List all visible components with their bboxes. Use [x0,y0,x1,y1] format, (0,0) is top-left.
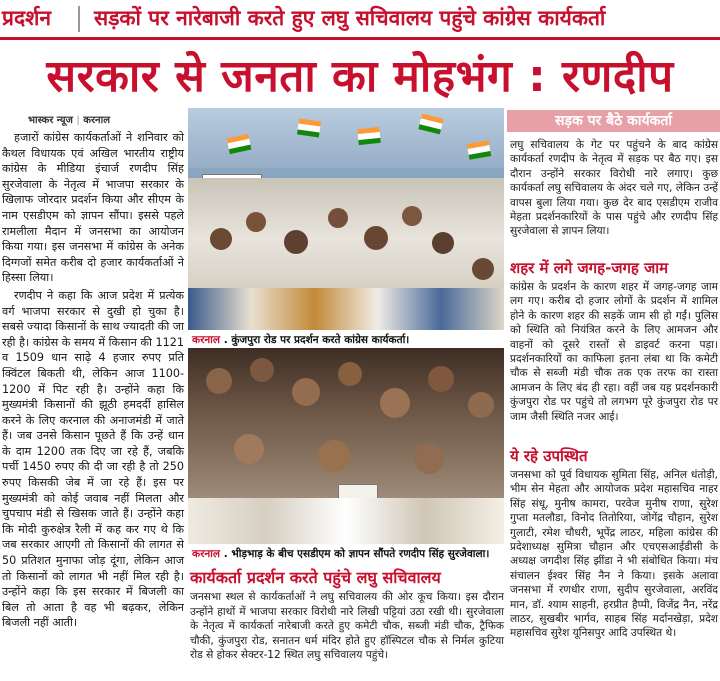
person-head [246,212,266,232]
kicker-divider [78,6,80,32]
byline-separator: | [76,115,80,126]
byline [28,112,110,126]
person-head [364,226,388,250]
person-head [428,366,454,392]
person-head [250,358,274,382]
kicker-line [0,0,720,40]
person-head [292,378,320,406]
sub-story-text: जनसभा स्थल से कार्यकर्ताओं ने लघु सचिवालय की ओर कूच किया। इस दौरान उन्होंने हाथों में भाजपा सरकार विरोधी नारे लिखी पट्टियां उठा रखी थी। सुरजेवाला के नेतृत्व में कार्यकर्ता नारेबाजी करते हुए कमेटी चौक, सब्जी मंडी चौक, ट्रैफिक चौकी, कुंजपुरा रोड, सनातन धर्म मंदिर होते हुए हॉस्पिटल चौक से निर्मल कुटिया रोड से होकर सेक्टर-12 स्थित लघु सचिवालय पहुंचे। [190,591,504,662]
left-article-text [2,130,184,633]
person-head [338,362,362,386]
section-tag: प्रदर्शन [2,6,52,30]
person-head [402,206,422,226]
person-head [468,392,494,418]
byline-city: करनाल [83,115,110,126]
tricolor-flag-icon [297,119,321,138]
kicker-text: सड़कों पर नारेबाजी करते हुए लघु सचिवालय पहुंचे कांग्रेस कार्यकर्ता [94,6,606,30]
crowd-front-row [188,498,504,544]
section-heading-present: ये रहे उपस्थित [510,447,588,465]
sub-story-heading: कार्यकर्ता प्रदर्शन करते पहुंचे लघु सचिवालय [190,568,441,587]
protest-march-photo [188,108,504,330]
byline-source: भास्कर न्यूज [28,115,73,126]
photo1-caption [192,333,409,347]
person-head [206,368,232,394]
right-box-heading: सड़क पर बैठे कार्यकर्ता [507,110,720,132]
caption-text: . भीड़भाड़ के बीच एसडीएम को ज्ञापन सौंपते रणदीप सिंह सुरजेवाला। [223,548,490,560]
person-head [472,258,494,280]
person-head [328,208,348,228]
person-head [318,440,350,472]
right-box-text: लघु सचिवालय के गेट पर पहुंचने के बाद कांग्रेस कार्यकर्ता रणदीप के नेतृत्व में सड़क पर बैठ गए। इस दौरान उन्होंने सरकार विरोधी नारे लगाए। कुछ कार्यकर्ता लघु सचिवालय के अंदर चले गए, लेकिन उन्हें वापस बुला लिया गया। कुछ देर बाद एसडीएम राजीव मेहता प्रदर्शनकारियों के पास पहुंचे और रणदीप सिंह सुरजेवाला से ज्ञापन लिया। [510,139,718,238]
tricolor-flag-icon [357,127,381,145]
person-head [284,230,308,254]
person-head [234,434,264,464]
section-text-present: जनसभा को पूर्व विधायक सुमिता सिंह, अनिल धंतोड़ी, भीम सेन मेहता और आयोजक प्रदेश महासचिव नाहर सिंह संधू, मुनीष कामरा, परवेज मुनीष राणा, सुरेश गुप्ता मतलौडा, विनोद तितोरिया, जोगेंद्र चौहान, सुरेश गुलाटी, रमेश चौधरी, भूपेंद्र लाठर, महिला कांग्रेस की प्रदेशाध्यक्ष सुमित्रा चौहान और एचएसआईडीसी के अध्यक्ष जगदीश सिंह झींडा ने भी संबोधित किया। मंच संचालन ईश्वर सिंह नैन ने किया। इसके अलावा जनसभा में रणधीर राणा, सुदीप सुरजेवाला, अरविंद मान, डॉ. श्याम साहनी, हरप्रीत हैप्पी, विजेंद्र नैन, नरेंद्र लाठर, सुखबीर भार्गव, साहब सिंह मर्दानखेड़ा, प्रदेश महासचिव सुरेश यूनिसपुर आदि उपस्थित थे। [510,469,718,640]
person-head [210,228,232,250]
memorandum-photo [188,348,504,544]
left-column [0,108,186,681]
person-head [380,388,410,418]
article-paragraph: हजारों कांग्रेस कार्यकर्ताओं ने शनिवार को कैथल विधायक एवं अखिल भारतीय राष्ट्रीय कांग्रेस के मीडिया इंचार्ज रणदीप सिंह सुरजेवाला के नेतृत्व में भाजपा सरकार के खिलाफ जोरदार प्रदर्शन किया और सीएम के नाम एसडीएम को ज्ञापन सौंपा। इससे पहले रामलीला मैदान में जनसभा का आयोजन किया गया। इस जनसभा में कांग्रेस के अनेक दिग्गजों समेत करीब दो हजार कार्यकर्ताओं ने हिस्सा लिया। [2,131,184,285]
article-paragraph: रणदीप ने कहा कि आज प्रदेश में प्रत्येक वर्ग भाजपा सरकार से दुखी हो चुका है। सबसे ज्यादा किसानों के साथ ज्यादती की जा रही है। कांग्रेस के समय में किसान की 1121 व 1509 धान साढ़े 4 हजार रुपए प्रति क्विंटल बिकती थी, लेकिन आज 1100-1200 में पिट रही है। उन्होंने कहा कि मुख्यमंत्री किसानों की झूठी हमदर्दी हासिल करने के लिए करनाल की अनाजमंडी में जाते हैं। जब उनसे किसान पूछते हैं कि उन्हें धान के दाम 1200 तक दिए जा रहे हैं, जबकि पर्ची 1450 रुपए की दी जा रही है तो 250 रुपए किसकी जेब में जा रहे हैं। इस पर मुख्यमंत्री को कोई जवाब नहीं मिलता और चुपचाप मंडी से खिसक जाते हैं। उन्होंने कहा कि मोदी कुरुक्षेत्र रैली में कह कर गए थे कि जब सरकार आएगी तो किसानों की लागत से 50 प्रतिशत मुनाफा जोड़ दूंगा, लेकिन आज तो किसानों को लागत भी नहीं मिल रही है। उन्होंने कहा कि इस सरकार में बिजली का बिल तो आता है वह भी बढ़कर, लेकिन बिजली नहीं आती। [2,288,184,630]
caption-text: . कुंजपुरा रोड पर प्रदर्शन करते कांग्रेस कार्यकर्ता। [223,334,410,346]
person-head [414,444,444,474]
section-text-jam: कांग्रेस के प्रदर्शन के कारण शहर में जगह-जगह जाम लग गए। करीब दो हजार लोगों के प्रदर्शन में शामिल होने के कारण शहर की सड़कें जाम सी हो गईं। पुलिस को स्थिति को नियंत्रित करने के लिए आमजन और वाहनों को दूसरे रास्तों से डाइवर्ट करना पड़ा। प्रदर्शनकारियों का काफिला इतना लंबा था कि कमेटी चौक से सब्जी मंडी चौक तक एक तरफ का रास्ता आमजन के लिए बंद ही रहा। वहीं जब यह प्रदर्शनकारी कुंजपुरा रोड पर पहुंचे तो लगभग पूरे कुंजपुरा रोड पर जाम जैसी स्थिति नजर आई। [510,281,718,423]
caption-place: करनाल [192,334,221,346]
crowd-front-row [188,288,504,330]
right-column [507,108,720,681]
photo2-caption [192,547,489,561]
person-head [432,232,454,254]
section-heading-jam: शहर में लगे जगह-जगह जाम [510,259,669,277]
main-headline: सरकार से जनता का मोहभंग : रणदीप [46,51,674,102]
caption-place: करनाल [192,548,221,560]
